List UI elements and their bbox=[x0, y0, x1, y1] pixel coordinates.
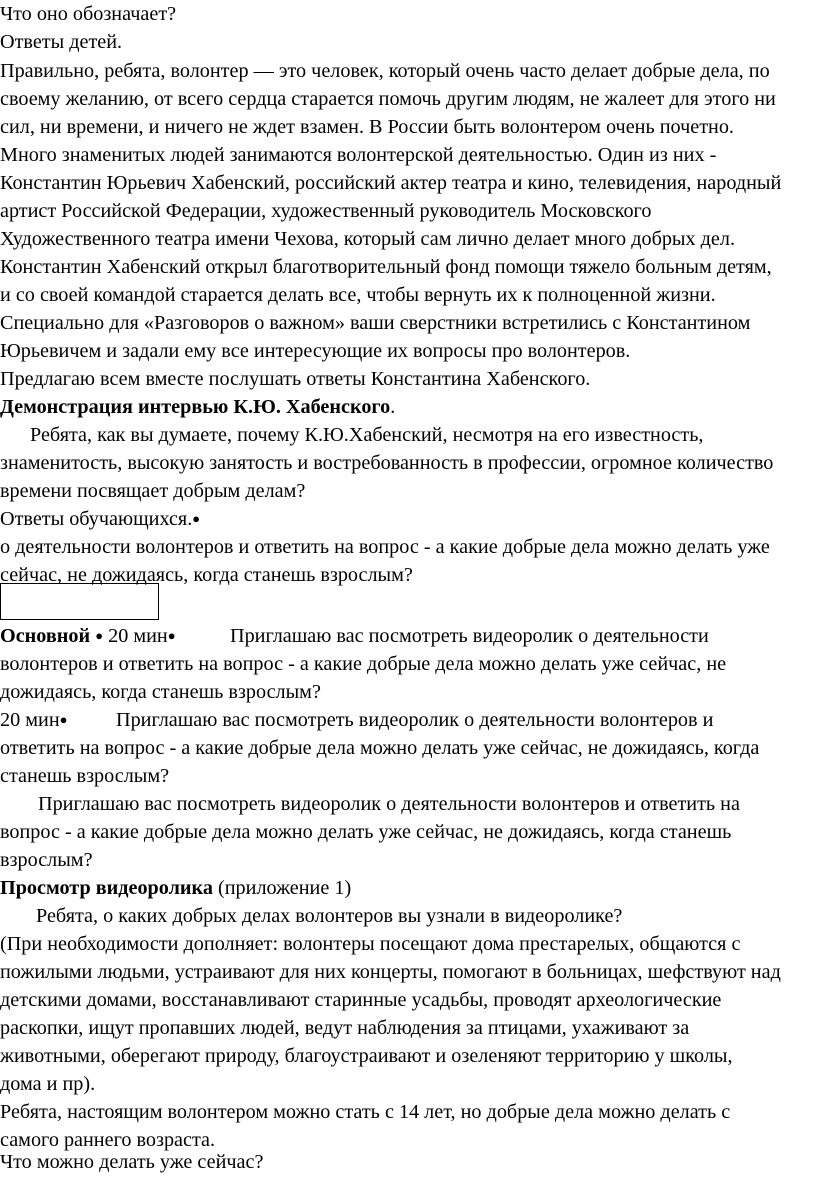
text-line: артист Российской Федерации, художественный руководитель Московского bbox=[0, 200, 652, 222]
main-stage-invite: Приглашаю вас посмотреть видеоролик о деятельности bbox=[230, 625, 709, 647]
text-line: Ребята, настоящим волонтером можно стать с 14 лет, но добрые дела можно делать с bbox=[0, 1101, 731, 1123]
time-line bbox=[0, 706, 67, 736]
text-line: своему желанию, от всего сердца старается помочь другим людям, не жалеет для этого ни bbox=[0, 88, 776, 110]
text-line: (При необходимости дополняет: волонтеры посещают дома престарелых, общаются с bbox=[0, 933, 741, 955]
demo-heading bbox=[0, 393, 395, 421]
text-line: самого раннего возраста. bbox=[0, 1129, 216, 1151]
text-line: дожидаясь, когда станешь взрослым? bbox=[0, 681, 321, 703]
text-line: сейчас, не дожидаясь, когда станешь взрослым? bbox=[0, 564, 413, 586]
text-line: Ребята, о каких добрых делах волонтеров вы узнали в видеоролике? bbox=[36, 905, 623, 927]
text-line: сил, ни времени, и ничего не ждет взамен. В России быть волонтером очень почетно. bbox=[0, 116, 734, 138]
text-line: Что оно обозначает? bbox=[0, 3, 177, 25]
demo-heading-tail: . bbox=[390, 396, 396, 418]
empty-table-cell bbox=[0, 583, 159, 620]
main-stage-line bbox=[0, 622, 176, 652]
text-line: животными, оберегают природу, благоустраивают и озеленяют территорию у школы, bbox=[0, 1045, 733, 1067]
text-line: Предлагаю всем вместе послушать ответы Константина Хабенского. bbox=[0, 368, 591, 390]
text-line: Константин Юрьевич Хабенский, российский актер театра и кино, телевидения, народный bbox=[0, 172, 782, 194]
watch-heading-tail: (приложение 1) bbox=[212, 877, 352, 899]
text-line: Много знаменитых людей занимаются волонтерской деятельностью. Один из них - bbox=[0, 144, 717, 166]
text-line: о деятельности волонтеров и ответить на вопрос - а какие добрые дела можно делать уже bbox=[0, 536, 770, 558]
text-line: ответить на вопрос - а какие добрые дела можно делать уже сейчас, не дожидаясь, когда bbox=[0, 737, 760, 759]
text-line: раскопки, ищут пропавших людей, ведут наблюдения за птицами, ухаживают за bbox=[0, 1017, 690, 1039]
text-line: Специально для «Разговоров о важном» ваши сверстники встретились с Константином bbox=[0, 312, 751, 334]
watch-heading-bold: Просмотр видеоролика bbox=[0, 877, 213, 899]
text-line: Юрьевичем и задали ему все интересующие их вопросы про волонтеров. bbox=[0, 340, 631, 362]
text-line: Что можно делать уже сейчас? bbox=[0, 1151, 264, 1173]
question-line: знаменитость, высокую занятость и востребованность в профессии, огромное количество bbox=[0, 452, 774, 474]
question-line: Ребята, как вы думаете, почему К.Ю.Хабенский, несмотря на его известность, bbox=[30, 424, 704, 446]
bullet-icon: ● bbox=[167, 628, 176, 643]
text-line: дома и пр). bbox=[0, 1073, 96, 1095]
text-line: и со своей командой старается делать все, чтобы вернуть их к полноценной жизни. bbox=[0, 284, 716, 306]
invite-line: Приглашаю вас посмотреть видеоролик о деятельности волонтеров и bbox=[116, 709, 714, 731]
demo-heading-bold: Демонстрация интервью К.Ю. Хабенского bbox=[0, 396, 391, 418]
text-line: взрослым? bbox=[0, 849, 93, 871]
bullet-icon: ● bbox=[59, 712, 68, 727]
text-line: волонтеров и ответить на вопрос - а какие добрые дела можно делать уже сейчас, не bbox=[0, 653, 727, 675]
text-line: станешь взрослым? bbox=[0, 765, 170, 787]
bullet-icon: ● bbox=[95, 628, 104, 643]
main-stage-time: 20 мин bbox=[108, 625, 168, 647]
text-line: вопрос - а какие добрые дела можно делать уже сейчас, не дожидаясь, когда станешь bbox=[0, 821, 732, 843]
text-line: Правильно, ребята, волонтер — это человек, который очень часто делает добрые дела, по bbox=[0, 60, 770, 82]
text-line: Ответы детей. bbox=[0, 31, 123, 53]
text-line: пожилыми людьми, устраивают для них концерты, помогают в больницах, шефствуют над bbox=[0, 961, 781, 983]
bullet-icon: ● bbox=[192, 511, 201, 526]
main-stage-label: Основной bbox=[0, 625, 91, 647]
watch-heading bbox=[0, 874, 351, 902]
text-line: детскими домами, восстанавливают старинные усадьбы, проводят археологические bbox=[0, 989, 722, 1011]
answers-label bbox=[0, 505, 200, 535]
time-label: 20 мин bbox=[0, 709, 60, 731]
text-line: Приглашаю вас посмотреть видеоролик о деятельности волонтеров и ответить на bbox=[38, 793, 740, 815]
question-line: времени посвящает добрым делам? bbox=[0, 480, 306, 502]
answers-label-text: Ответы обучающихся. bbox=[0, 508, 193, 530]
text-line: Художественного театра имени Чехова, который сам лично делает много добрых дел. bbox=[0, 228, 735, 250]
text-line: Константин Хабенский открыл благотворительный фонд помощи тяжело больным детям, bbox=[0, 256, 772, 278]
